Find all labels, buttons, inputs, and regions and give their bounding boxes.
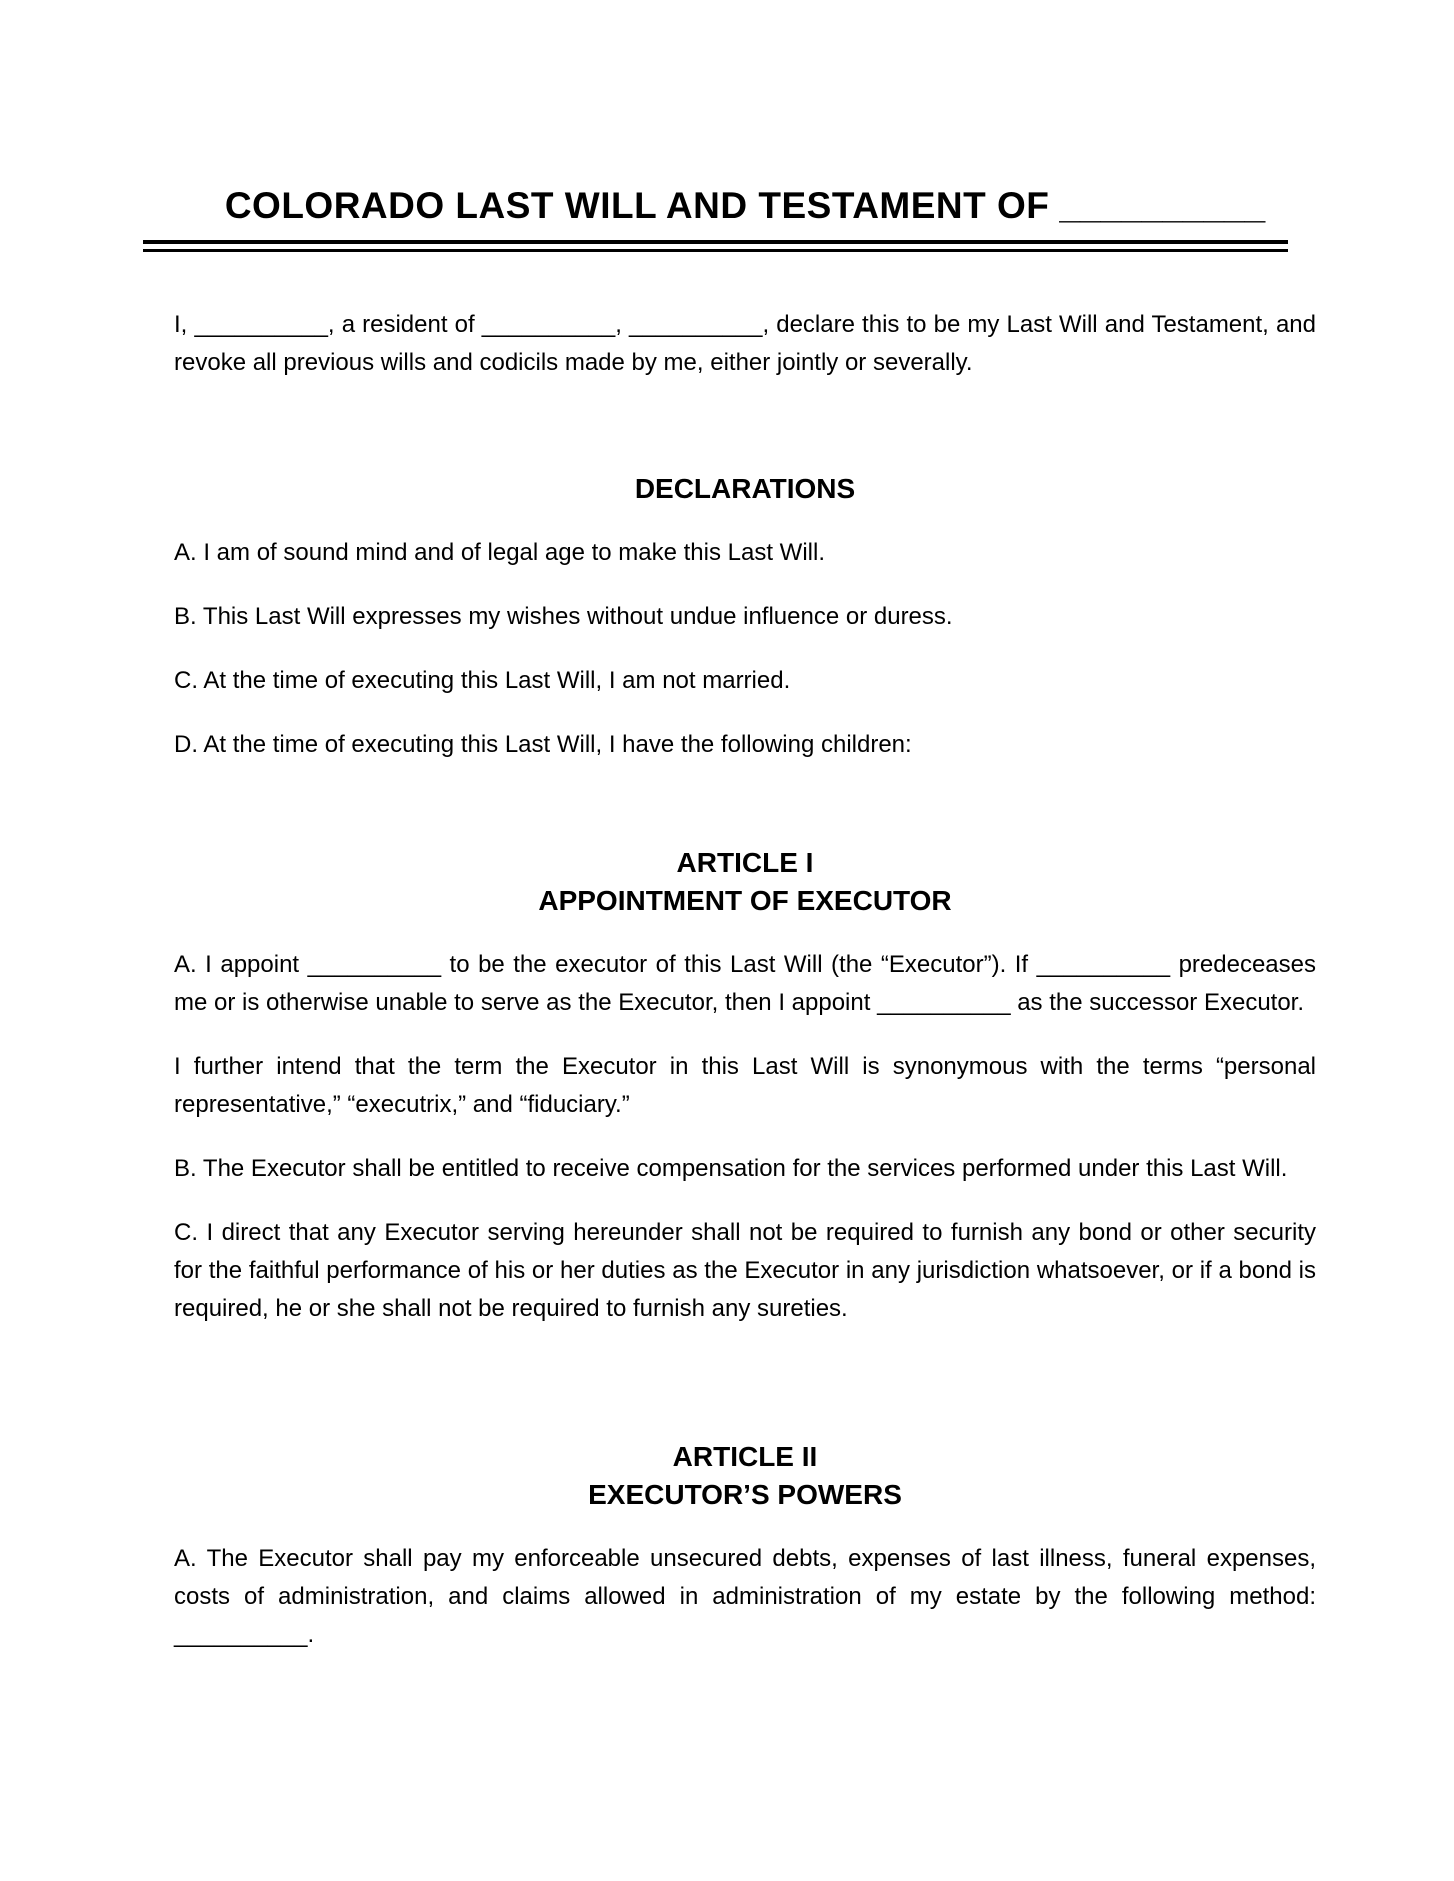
article-1-number: ARTICLE I — [676, 847, 814, 878]
article-1-paragraph-a: A. I appoint __________ to be the executor of this Last Will (the “Executor”). If __________ predeceases me or is otherwise unable to serve as the Executor, then I appoint __________ as the successor Executor. — [174, 951, 1316, 1016]
intro-paragraph: I, __________, a resident of __________, __________, declare this to be my Last Will and Testament, and revoke all previous wills and codicils made by me, either jointly or severally. — [174, 311, 1316, 376]
title-divider — [143, 240, 1288, 252]
page-title-text: COLORADO LAST WILL AND TESTAMENT OF — [224, 185, 1050, 226]
article-2-title: EXECUTOR’S POWERS — [588, 1479, 902, 1510]
page-title — [174, 184, 1316, 228]
article-1-heading — [174, 844, 1316, 920]
article-1-paragraph-intent: I further intend that the term the Executor in this Last Will is synonymous with the terms “personal representative,” “executrix,” and “fiduciary.” — [174, 1053, 1316, 1118]
declaration-item-b: B. This Last Will expresses my wishes without undue influence or duress. — [174, 603, 953, 630]
declarations-heading: DECLARATIONS — [634, 473, 856, 504]
article-1-paragraph-c: C. I direct that any Executor serving hereunder shall not be required to furnish any bond or other security for the faithful performance of his or her duties as the Executor in any jurisdiction whatsoever, or if a bond is required, he or she shall not be required to furnish any sureties. — [174, 1219, 1316, 1322]
declaration-item-a: A. I am of sound mind and of legal age to make this Last Will. — [174, 539, 825, 566]
article-2-number: ARTICLE II — [672, 1441, 818, 1472]
article-1-title: APPOINTMENT OF EXECUTOR — [538, 885, 952, 916]
declaration-item-d: D. At the time of executing this Last Will, I have the following children: — [174, 731, 912, 758]
article-1-paragraph-b: B. The Executor shall be entitled to receive compensation for the services performed under this Last Will. — [174, 1155, 1288, 1182]
article-2-paragraph-a: A. The Executor shall pay my enforceable unsecured debts, expenses of last illness, funeral expenses, costs of administration, and claims allowed in administration of my estate by the following method: __________. — [174, 1545, 1316, 1648]
declaration-item-c: C. At the time of executing this Last Will, I am not married. — [174, 667, 791, 694]
title-name-blank: __________ — [1059, 185, 1266, 226]
article-2-heading — [174, 1438, 1316, 1514]
